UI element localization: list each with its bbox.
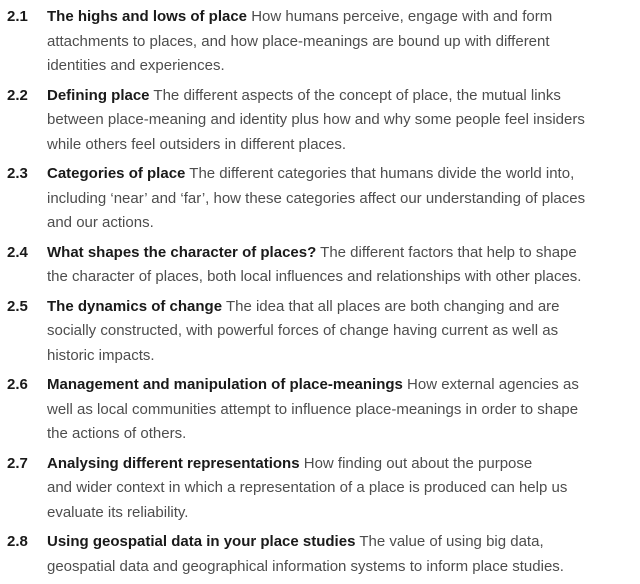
item-number: 2.4	[7, 243, 28, 261]
item-description-line: while others feel outsiders in different places.	[47, 135, 347, 153]
list-item	[0, 84, 640, 158]
item-description-line: socially constructed, with powerful forces of change having current as well as	[47, 322, 559, 339]
item-title: The dynamics of change	[47, 297, 223, 315]
item-description-line: between place-meaning and identity plus how and why some people feel insiders	[47, 111, 585, 128]
item-text	[47, 373, 640, 447]
item-text	[47, 5, 640, 79]
item-description-line: historic impacts.	[47, 346, 155, 364]
item-title: Defining place	[47, 86, 150, 104]
item-title: Management and manipulation of place-meanings	[47, 376, 403, 393]
item-number: 2.7	[7, 454, 28, 472]
item-number: 2.3	[7, 165, 28, 182]
item-text	[47, 241, 640, 290]
item-text	[47, 452, 640, 526]
item-description-line: attachments to places, and how place-meanings are bound up with different	[47, 32, 550, 50]
item-text	[47, 162, 640, 236]
item-description-line: The different factors that help to shape	[316, 243, 577, 261]
item-title: What shapes the character of places?	[47, 243, 317, 261]
item-title: Using geospatial data in your place studies	[47, 533, 356, 550]
item-description-line: well as local communities attempt to influence place-meanings in order to shape	[47, 400, 579, 418]
item-description-line: including ‘near’ and ‘far’, how these categories affect our understanding of places	[47, 189, 586, 207]
item-description-line: and wider context in which a representation of a place is produced can help us	[47, 479, 568, 496]
item-number: 2.1	[7, 8, 28, 25]
list-item	[0, 530, 640, 579]
item-description-line: and our actions.	[47, 214, 154, 231]
item-description-line: The value of using big data,	[355, 533, 544, 550]
item-number: 2.8	[7, 533, 28, 550]
item-title: The highs and lows of place	[47, 8, 248, 25]
item-text	[47, 295, 640, 369]
item-description-line: The different aspects of the concept of place, the mutual links	[149, 86, 561, 104]
topic-list	[0, 5, 640, 584]
item-title: Categories of place	[47, 165, 186, 182]
list-item	[0, 241, 640, 290]
list-item	[0, 162, 640, 236]
item-number: 2.2	[7, 86, 28, 104]
item-description-line: the actions of others.	[47, 425, 187, 442]
item-text	[47, 530, 640, 579]
item-description-line: identities and experiences.	[47, 57, 225, 74]
item-description-line: How humans perceive, engage with and form	[247, 8, 553, 25]
item-number: 2.5	[7, 297, 28, 315]
item-number: 2.6	[7, 376, 28, 393]
item-description-line: How external agencies as	[402, 376, 579, 393]
list-item	[0, 5, 640, 79]
item-description-line: the character of places, both local influences and relationships with other places.	[47, 268, 582, 285]
item-description-line: evaluate its reliability.	[47, 503, 189, 521]
item-description-line: geospatial data and geographical information systems to inform place studies.	[47, 557, 564, 575]
item-title: Analysing different representations	[47, 454, 300, 472]
item-description-line: How finding out about the purpose	[299, 454, 533, 472]
list-item	[0, 373, 640, 447]
list-item	[0, 295, 640, 369]
item-description-line: The idea that all places are both changing and are	[222, 297, 560, 315]
item-text	[47, 84, 640, 158]
item-description-line: The different categories that humans divide the world into,	[185, 165, 575, 182]
list-item	[0, 452, 640, 526]
